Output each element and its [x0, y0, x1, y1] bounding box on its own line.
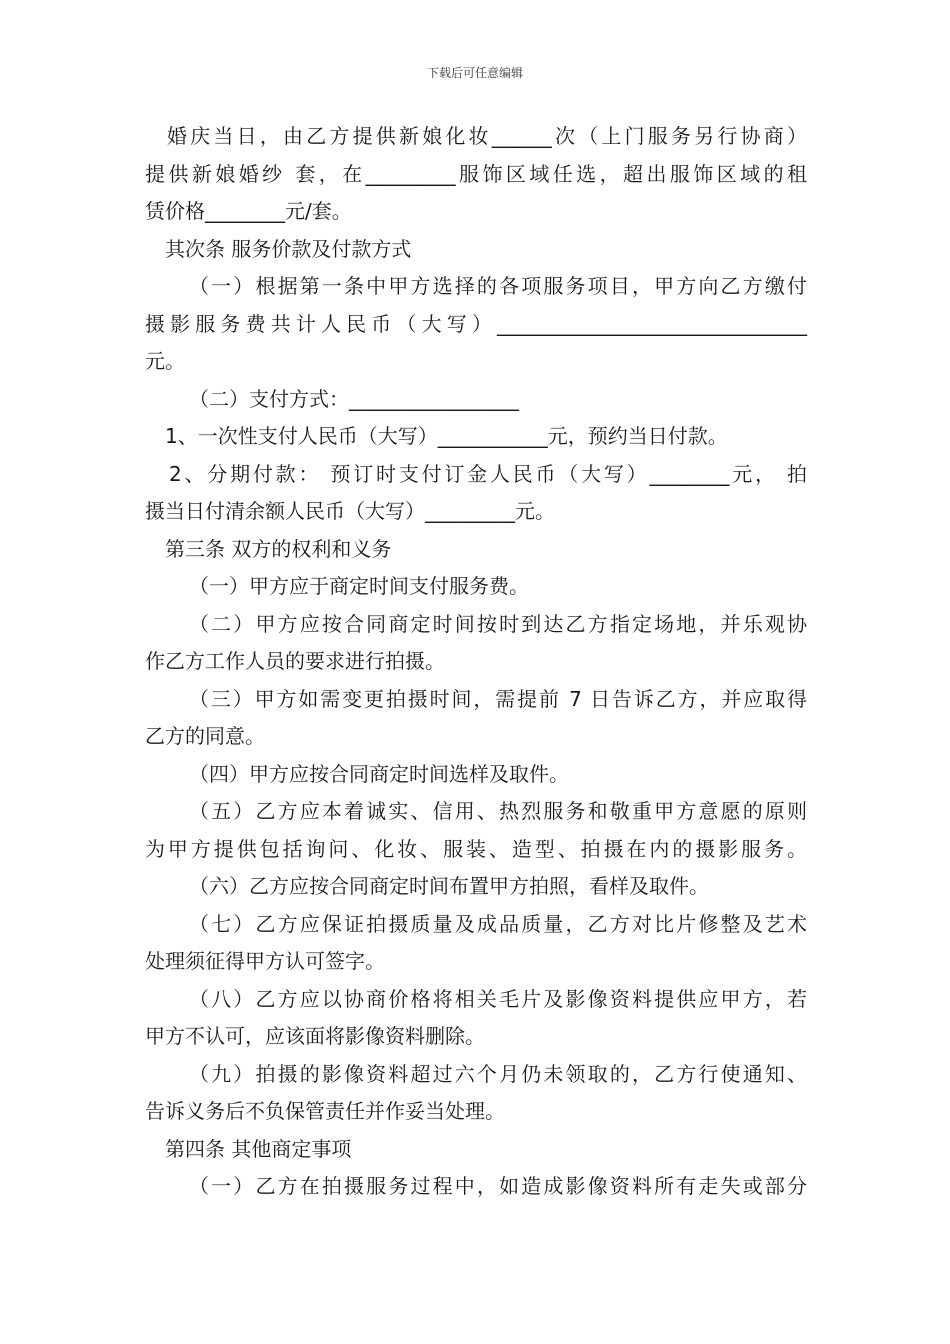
document-line: 乙方的同意。 [145, 724, 265, 748]
document-line: （九）拍摄的影像资料超过六个月仍未领取的，乙方行使通知、 [189, 1061, 807, 1086]
document-line: 2、分期付款： 预订时支付订金人民币（大写）________元， 拍 [169, 461, 807, 486]
document-line: （二）支付方式：_________________ [189, 386, 519, 411]
document-line: 赁价格________元/套。 [145, 199, 352, 223]
document-line: （七）乙方应保证拍摄质量及成品质量，乙方对比片修整及艺术 [189, 911, 807, 936]
document-line: 甲方不认可，应该面将影像资料删除。 [145, 1024, 485, 1048]
document-line: 提供新娘婚纱 套，在_________服饰区域任选，超出服饰区域的租 [145, 161, 807, 186]
document-line: 婚庆当日，由乙方提供新娘化妆______次（上门服务另行协商） [167, 124, 807, 148]
document-line: 为甲方提供包括询问、化妆、服装、造型、拍摄在内的摄影服务。 [145, 836, 807, 861]
document-line: （一）根据第一条中甲方选择的各项服务项目，甲方向乙方缴付 [189, 274, 807, 298]
document-line: （四）甲方应按合同商定时间选样及取件。 [189, 761, 569, 786]
document-line: 第四条 其他商定事项 [165, 1136, 352, 1161]
document-line: 摄当日付清余额人民币（大写）_________元。 [145, 499, 555, 523]
document-line: （一）甲方应于商定时间支付服务费。 [189, 574, 529, 598]
document-line: 摄影服务费共计人民币（大写）_______________________________ [145, 311, 807, 336]
document-line: 1、一次性支付人民币（大写）___________元，预约当日付款。 [165, 424, 728, 448]
document-line: （一）乙方在拍摄服务过程中，如造成影像资料所有走失或部分 [189, 1174, 807, 1198]
document-line: 作乙方工作人员的要求进行拍摄。 [145, 649, 445, 673]
document-line: 第三条 双方的权利和义务 [165, 536, 392, 561]
document-line: （八）乙方应以协商价格将相关毛片及影像资料提供应甲方，若 [189, 986, 807, 1011]
page-header: 下载后可任意编辑 [426, 66, 523, 80]
document-line: （三）甲方如需变更拍摄时间，需提前 7 日告诉乙方，并应取得 [189, 686, 807, 711]
document-line: 处理须征得甲方认可签字。 [145, 949, 385, 973]
document-line: （六）乙方应按合同商定时间布置甲方拍照，看样及取件。 [189, 874, 709, 898]
document-body [145, 118, 807, 1206]
document-line: （二）甲方应按合同商定时间按时到达乙方指定场地，并乐观协 [189, 611, 807, 636]
document-line: 其次条 服务价款及付款方式 [165, 236, 412, 261]
document-line: 告诉义务后不负保管责任并作妥当处理。 [145, 1099, 505, 1123]
document-line: 元。 [145, 349, 185, 373]
document-line: （五）乙方应本着诚实、信用、热烈服务和敬重甲方意愿的原则 [189, 799, 807, 823]
